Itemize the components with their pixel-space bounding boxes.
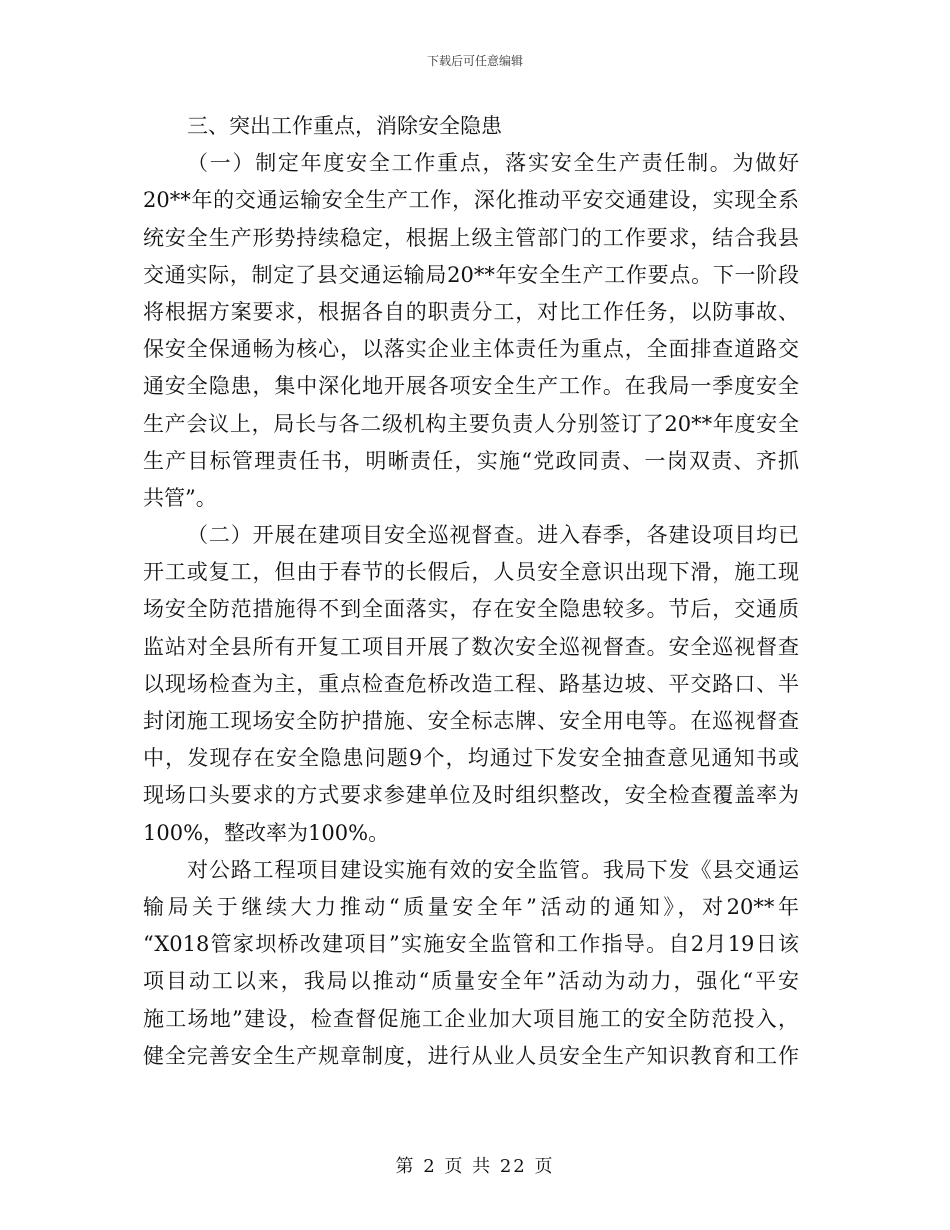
paragraph-line: 封闭施工现场安全防护措施、安全标志牌、安全用电等。在巡视督查 [143, 709, 799, 733]
paragraph-line: 共管”。 [143, 485, 217, 510]
paragraph-line: “X018管家坝桥改建项目”实施安全监管和工作指导。自2月19日该 [143, 932, 799, 957]
paragraph-line: 通安全隐患，集中深化地开展各项安全生产工作。在我局一季度安全 [143, 374, 799, 399]
paragraph-line: 统安全生产形势持续稳定，根据上级主管部门的工作要求，结合我县 [143, 225, 799, 250]
paragraph-line: 将根据方案要求，根据各自的职责分工，对比工作任务，以防事故、 [143, 299, 799, 324]
paragraph-line: 生产目标管理责任书，明晰责任，实施“党政同责、一岗双责、齐抓 [143, 448, 799, 473]
paragraph-line: 交通实际，制定了县交通运输局20**年安全生产工作要点。下一阶段 [143, 262, 799, 287]
page-header: 下载后可任意编辑 [426, 54, 523, 68]
page-number-footer: 第 2 页 共 22 页 [395, 1156, 555, 1177]
paragraph-line: 健全完善安全生产规章制度，进行从业人员安全生产知识教育和工作 [143, 1043, 799, 1068]
paragraph-line: 生产会议上，局长与各二级机构主要负责人分别签订了20**年度安全 [143, 411, 799, 436]
paragraph-line: 以现场检查为主，重点检查危桥改造工程、路基边坡、平交路口、半 [143, 671, 799, 696]
paragraph-line: 100%，整改率为100%。 [143, 820, 390, 845]
paragraph-line: 项目动工以来，我局以推动“质量安全年”活动为动力，强化“平安 [143, 969, 799, 994]
paragraph-line: （二）开展在建项目安全巡视督查。进入春季，各建设项目均已 [187, 523, 799, 548]
paragraph-line: 施工场地”建设，检查督促施工企业加大项目施工的安全防范投入， [143, 1006, 799, 1031]
paragraph-line: （一）制定年度安全工作重点，落实安全生产责任制。为做好 [187, 151, 799, 176]
paragraph-line: 输局关于继续大力推动“质量安全年”活动的通知》，对20**年 [143, 894, 799, 919]
document-body [143, 108, 799, 1075]
paragraph-line: 场安全防范措施得不到全面落实，存在安全隐患较多。节后，交通质 [143, 597, 799, 622]
paragraph-line: 20**年的交通运输安全生产工作，深化推动平安交通建设，实现全系 [143, 188, 799, 213]
paragraph-line: 监站对全县所有开复工项目开展了数次安全巡视督查。安全巡视督查 [143, 634, 799, 659]
section-heading: 三、突出工作重点，消除安全隐患 [187, 114, 502, 138]
paragraph-line: 中，发现存在安全隐患问题9个，均通过下发安全抽查意见通知书或 [143, 746, 799, 771]
paragraph-line: 对公路工程项目建设实施有效的安全监管。我局下发《县交通运 [187, 857, 799, 882]
paragraph-line: 开工或复工，但由于春节的长假后，人员安全意识出现下滑，施工现 [143, 560, 799, 585]
paragraph-line: 现场口头要求的方式要求参建单位及时组织整改，安全检查覆盖率为 [143, 783, 799, 808]
paragraph-line: 保安全保通畅为核心，以落实企业主体责任为重点，全面排查道路交 [143, 337, 799, 362]
